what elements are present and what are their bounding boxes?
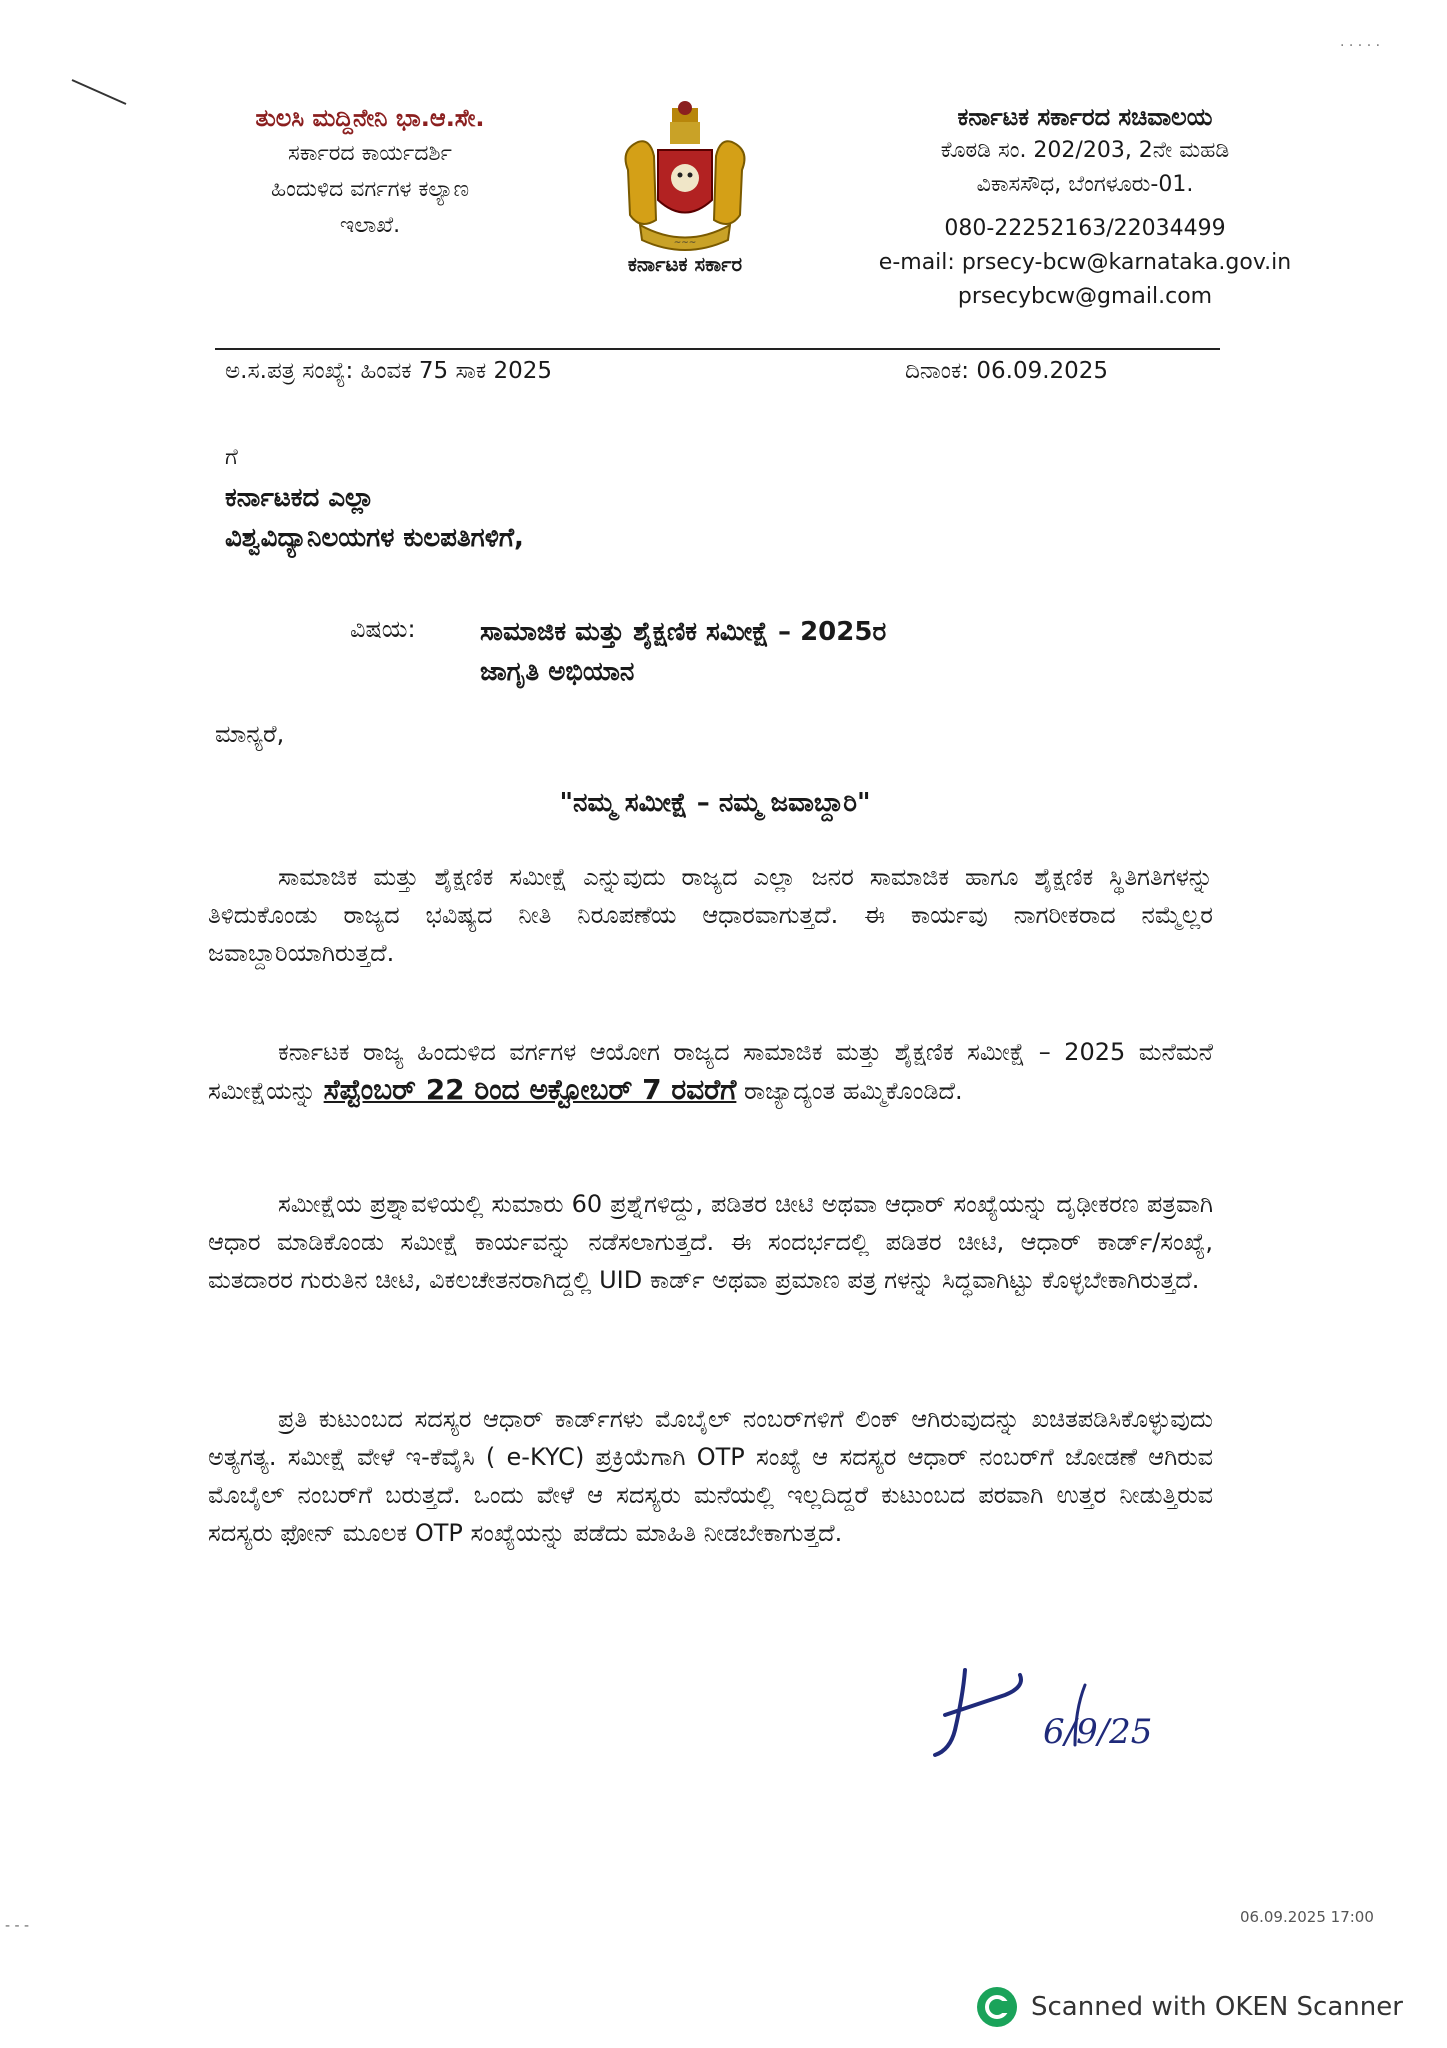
recipient-line-1: ಕರ್ನಾಟಕದ ಎಲ್ಲಾ [225,483,375,513]
office-room: ಕೊಠಡಿ ಸಂ. 202/203, 2ನೇ ಮಹಡಿ [940,138,1230,163]
scan-timestamp: 06.09.2025 17:00 [1240,1908,1374,1926]
scan-artifact-left: - - - [5,1918,30,1934]
sender-designation: ಸರ್ಕಾರದ ಕಾರ್ಯದರ್ಶಿ [288,141,452,166]
paragraph-3: ಸಮೀಕ್ಷೆಯ ಪ್ರಶ್ನಾವಳಿಯಲ್ಲಿ ಸುಮಾರು 60 ಪ್ರಶ್ನೆಗಳಿದ್ದು, ಪಡಿತರ ಚೀಟಿ ಅಥವಾ ಆಧಾರ್ ಸಂಖ್ಯೆಯನ್ನು ದೃಢೀಕರಣ ಪತ್ರವಾಗಿ ಆಧಾರ ಮಾಡಿಕೊಂಡು ಸಮೀಕ್ಷೆ ಕಾರ್ಯವನ್ನು ನಡೆಸಲಾಗುತ್ತದೆ. ಈ ಸಂದರ್ಭದಲ್ಲಿ ಪಡಿತರ ಚೀಟಿ, ಆಧಾರ್ ಕಾರ್ಡ್/ಸಂಖ್ಯೆ, ಮತದಾರರ ಗುರುತಿನ ಚೀಟಿ, ವಿಕಲಚೇತನರಾಗಿದ್ದಲ್ಲಿ UID ಕಾರ್ಡ್ ಅಥವಾ ಪ್ರಮಾಣ ಪತ್ರ ಗಳನ್ನು ಸಿದ್ಧವಾಗಿಟ್ಟು ಕೊಳ್ಳಬೇಕಾಗಿರುತ್ತದೆ. [208,1190,1213,1294]
office-address-block [850,100,1320,314]
office-building: ವಿಕಾಸಸೌಧ, ಬೆಂಗಳೂರು-01. [976,172,1194,197]
scanner-watermark [975,1985,1403,2029]
office-name: ಕರ್ನಾಟಕ ಸರ್ಕಾರದ ಸಚಿವಾಲಯ [957,103,1213,131]
sender-name: ತುಲಸಿ ಮದ್ದಿನೇನಿ ಭಾ.ಆ.ಸೇ. [255,104,485,132]
salutation: ಮಾನ್ಯರೆ, [215,720,285,748]
reference-number: ಅ.ಸ.ಪತ್ರ ಸಂಖ್ಯೆ: ಹಿಂವಕ 75 ಸಾಕ 2025 [225,358,553,384]
subject-line-1: ಸಾಮಾಜಿಕ ಮತ್ತು ಶೈಕ್ಷಣಿಕ ಸಮೀಕ್ಷೆ – 2025ರ [480,617,887,647]
paragraph-4: ಪ್ರತಿ ಕುಟುಂಬದ ಸದಸ್ಯರ ಆಧಾರ್ ಕಾರ್ಡ್‌ಗಳು ಮೊಬೈಲ್ ನಂಬರ್‌ಗಳಿಗೆ ಲಿಂಕ್ ಆಗಿರುವುದನ್ನು ಖಚಿತಪಡಿಸಿಕೊಳ್ಳುವುದು ಅತ್ಯಗತ್ಯ. ಸಮೀಕ್ಷೆ ವೇಳೆ ಇ-ಕೆವೈಸಿ ( e-KYC) ಪ್ರಕ್ರಿಯೆಗಾಗಿ OTP ಸಂಖ್ಯೆ ಆ ಸದಸ್ಯರ ಆಧಾರ್ ನಂಬರ್‌ಗೆ ಜೋಡಣೆ ಆಗಿರುವ ಮೊಬೈಲ್ ನಂಬರ್‌ಗೆ ಬರುತ್ತದೆ. ಒಂದು ವೇಳೆ ಆ ಸದಸ್ಯರು ಮನೆಯಲ್ಲಿ ಇಲ್ಲದಿದ್ದರೆ ಕುಟುಂಬದ ಪರವಾಗಿ ಉತ್ತರ ನೀಡುತ್ತಿರುವ ಸದಸ್ಯರು ಫೋನ್ ಮೂಲಕ OTP ಸಂಖ್ಯೆಯನ್ನು ಪಡೆದು ಮಾಹಿತಿ ನೀಡಬೇಕಾಗುತ್ತದೆ. [208,1405,1213,1547]
pen-mark [70,78,130,108]
scanner-label: Scanned with OKEN Scanner [1031,1992,1403,2022]
svg-text:~~~: ~~~ [673,238,697,248]
slogan: "ನಮ್ಮ ಸಮೀಕ್ಷೆ – ನಮ್ಮ ಜವಾಬ್ದಾರಿ" [559,788,871,818]
signature-date: 6/9/25 [1043,1712,1153,1752]
signature [925,1655,1195,1765]
sender-block [190,100,550,244]
recipient-to: ಗೆ [225,445,238,470]
emblem-caption: ಕರ್ನಾಟಕ ಸರ್ಕಾರ [627,252,743,276]
paragraph-1: ಸಾಮಾಜಿಕ ಮತ್ತು ಶೈಕ್ಷಣಿಕ ಸಮೀಕ್ಷೆ ಎನ್ನುವುದು ರಾಜ್ಯದ ಎಲ್ಲಾ ಜನರ ಸಾಮಾಜಿಕ ಹಾಗೂ ಶೈಕ್ಷಣಿಕ ಸ್ಥಿತಿಗತಿಗಳನ್ನು ತಿಳಿದುಕೊಂಡು ರಾಜ್ಯದ ಭವಿಷ್ಯದ ನೀತಿ ನಿರೂಪಣೆಯ ಆಧಾರವಾಗುತ್ತದೆ. ಈ ಕಾರ್ಯವು ನಾಗರೀಕರಾದ ನಮ್ಮೆಲ್ಲರ ಜವಾಬ್ದಾರಿಯಾಗಿರುತ್ತದೆ. [208,863,1213,967]
scanner-logo-icon [975,1985,1019,2029]
office-email-1: e-mail: prsecy-bcw@karnataka.gov.in [878,250,1292,275]
paragraph-2-start: ಕರ್ನಾಟಕ ರಾಜ್ಯ ಹಿಂದುಳಿದ ವರ್ಗಗಳ ಆಯೋಗ ರಾಜ್ಯದ ಸಾಮಾಜಿಕ ಮತ್ತು ಶೈಕ್ಷಣಿಕ ಸಮೀಕ್ಷೆ – 2025 ಮನೆಮನೆ ಸಮೀಕ್ಷೆಯನ್ನು [208,1038,1213,1105]
sender-department-suffix: ಇಲಾಖೆ. [339,213,401,238]
header-divider [215,348,1220,350]
scan-artifact-top: · · · · · [1340,38,1381,54]
recipient-address [225,478,524,558]
office-phone: 080-22252163/22034499 [944,216,1226,241]
letter-date: ದಿನಾಂಕ: 06.09.2025 [905,358,1109,384]
recipient-line-2: ವಿಶ್ವವಿದ್ಯಾನಿಲಯಗಳ ಕುಲಪತಿಗಳಿಗೆ, [225,523,524,553]
subject-text [480,612,1140,692]
subject-label: ವಿಷಯ: [350,615,416,643]
paragraph-2 [208,1033,1213,1110]
paragraph-2-end: ರಾಜ್ಯಾದ್ಯಂತ ಹಮ್ಮಿಕೊಂಡಿದೆ. [736,1077,963,1105]
sender-department: ಹಿಂದುಳಿದ ವರ್ಗಗಳ ಕಲ್ಯಾಣ [270,177,470,202]
office-email-2: prsecybcw@gmail.com [957,284,1213,309]
subject-line-2: ಜಾಗೃತಿ ಅಭಿಯಾನ [480,657,635,687]
survey-dates-highlight: ಸೆಪ್ಟೆಂಬರ್ 22 ರಿಂದ ಅಕ್ಟೋಬರ್ 7 ರವರೆಗೆ [323,1073,737,1106]
